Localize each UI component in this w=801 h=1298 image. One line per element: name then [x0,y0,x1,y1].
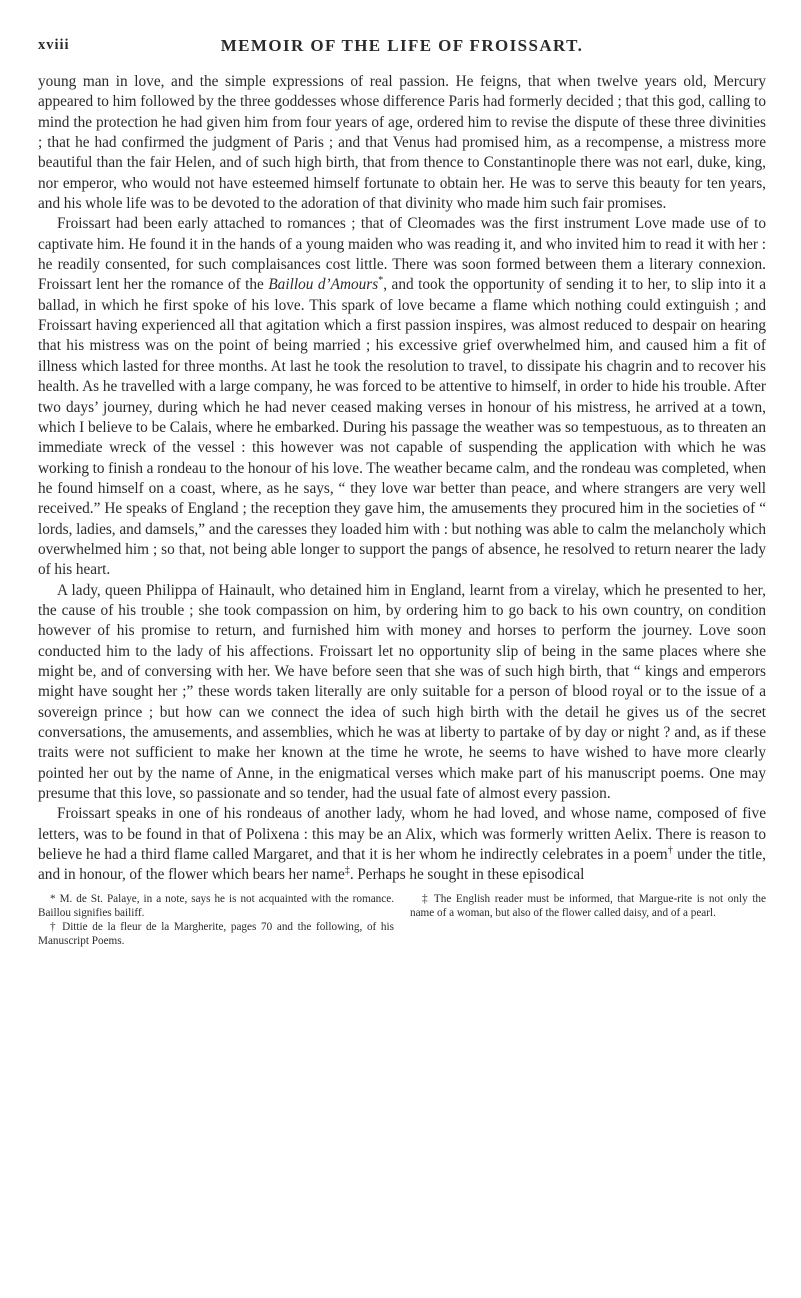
page-number: xviii [38,37,70,53]
footnote-2: † Dittie de la fleur de la Margherite, pages 70 and the following, of his Manuscript Poems. [38,920,394,947]
footnote-1: * M. de St. Palaye, in a note, says he is not acquainted with the romance. Baillou signifies bailiff. [38,892,394,919]
paragraph-3: A lady, queen Philippa of Hainault, who detained him in England, learnt from a virelay, which he presented to her, the cause of his trouble ; she took compassion on him, by ordering him to go back to his own country, on condition however of his promise to return, and furnished him with money and horses to perform the journey. Love soon conducted him to the lady of his affections. Froissart let no opportunity slip of being in the same places where she might be, and of conversing with her. We have before seen that she was of such high birth, that “ kings and emperors might have sought her ;” these words taken literally are only suitable for a person of blood royal or to the issue of a sovereign prince ; but how can we connect the idea of such high birth with the detail he gives us of the secret conversations, the amusements, and assemblies, which he was at liberty to partake of by day or night ? and, as if these traits were not sufficient to make her known at the time he wrote, he seems to have wished to have more clearly pointed her out by the name of Anne, in the enigmatical verses which make part of his manuscript poems. One may presume that this love, so passionate and so tender, had the usual fate of almost every passion. [38,581,766,803]
paragraph-2 [38,214,766,580]
body-text [38,72,766,886]
paragraph-4-text-b: under the title, and in honour, of the flower which bears her name [38,846,767,884]
footnote-ref-3: ‡ [344,865,350,877]
footnotes [38,892,766,948]
romance-title: Baillou d’Amours [268,276,379,294]
footnotes-right-column [410,892,766,948]
page-header [38,0,766,72]
footnote-ref-2: † [667,844,674,856]
paragraph-4-text-c: . Perhaps he sought in these episodical [349,866,585,884]
footnote-ref-1: * [378,275,384,287]
paragraph-2-text-b: , and took the opportunity of sending it to her, to slip into it a ballad, in which he first spoke of his love. This spark of love became a flame which nothing could extinguish ; and Froissart having experienced all that agitation which a first passion inspires, was almost reduced to despair on hearing that his mistress was on the point of being married ; his excessive grief overwhelmed him, and caused him a fit of illness which lasted for three months. At last he took the resolution to travel, to dissipate his chagrin and to recover his health. As he travelled with a large company, he was forced to be attentive to himself, in order to hide his trouble. After two days’ journey, during which he had never ceased making verses in honour of his mistress, he arrived at a town, which I believe to be Calais, where he embarked. During his passage the weather was so tempestuous, as to threaten an immediate wreck of the vessel : this however was not capable of suspending the application with which he was working to finish a rondeau to the honour of his love. The weather became calm, and the rondeau was completed, when he found himself on a coast, where, as he says, “ they love war better than peace, and where strangers are very well received.” He speaks of England ; the reception they gave him, the amusements they procured him in the societies of “ lords, ladies, and damsels,” and the caresses they loaded him with : but nothing was able to calm the melancholy which overwhelmed him ; so that, not being able longer to support the pangs of absence, he resolved to return nearer the lady of his heart. [38,276,767,579]
paragraph-2-text-a: Froissart had been early attached to romances ; that of Cleomades was the first instrument Love made use of to captivate him. He found it in the hands of a young maiden who was reading it, and who invited him to read it with her : he readily consented, for such complaisances cost little. There was soon formed between them a literary connexion. Froissart lent her the romance of the [38,215,766,294]
running-title: MEMOIR OF THE LIFE OF FROISSART. [220,36,584,55]
footnotes-left-column [38,892,394,948]
paragraph-1: young man in love, and the simple expressions of real passion. He feigns, that when twelve years old, Mercury appeared to him followed by the three goddesses whose difference Paris had formerly decided ; that this god, calling to mind the protection he had given him from four years of age, ordered him to revise the dispute of these three divinities ; that he had confirmed the judgment of Paris ; and that Venus had promised him, as a recompense, a mistress more beautiful than the fair Helen, and of such high birth, that from thence to Constantinople there was not earl, duke, king, nor emperor, who would not have esteemed himself fortunate to obtain her. He was to serve this beauty for ten years, and his whole life was to be devoted to the adoration of that divinity who made him such fair promises. [38,73,766,213]
book-page [38,0,766,948]
footnote-3: ‡ The English reader must be informed, that Margue-rite is not only the name of a woman, but also of the flower called daisy, and of a pearl. [410,892,766,919]
paragraph-4-text-a: Froissart speaks in one of his rondeaus of another lady, whom he had loved, and whose name, composed of five letters, was to be found in that of Polixena : this may be an Alix, which was formerly written Aelix. There is reason to believe he had a third flame called Margaret, and that it is her whom he indirectly celebrates in a poem [38,805,766,864]
paragraph-4 [38,804,766,885]
